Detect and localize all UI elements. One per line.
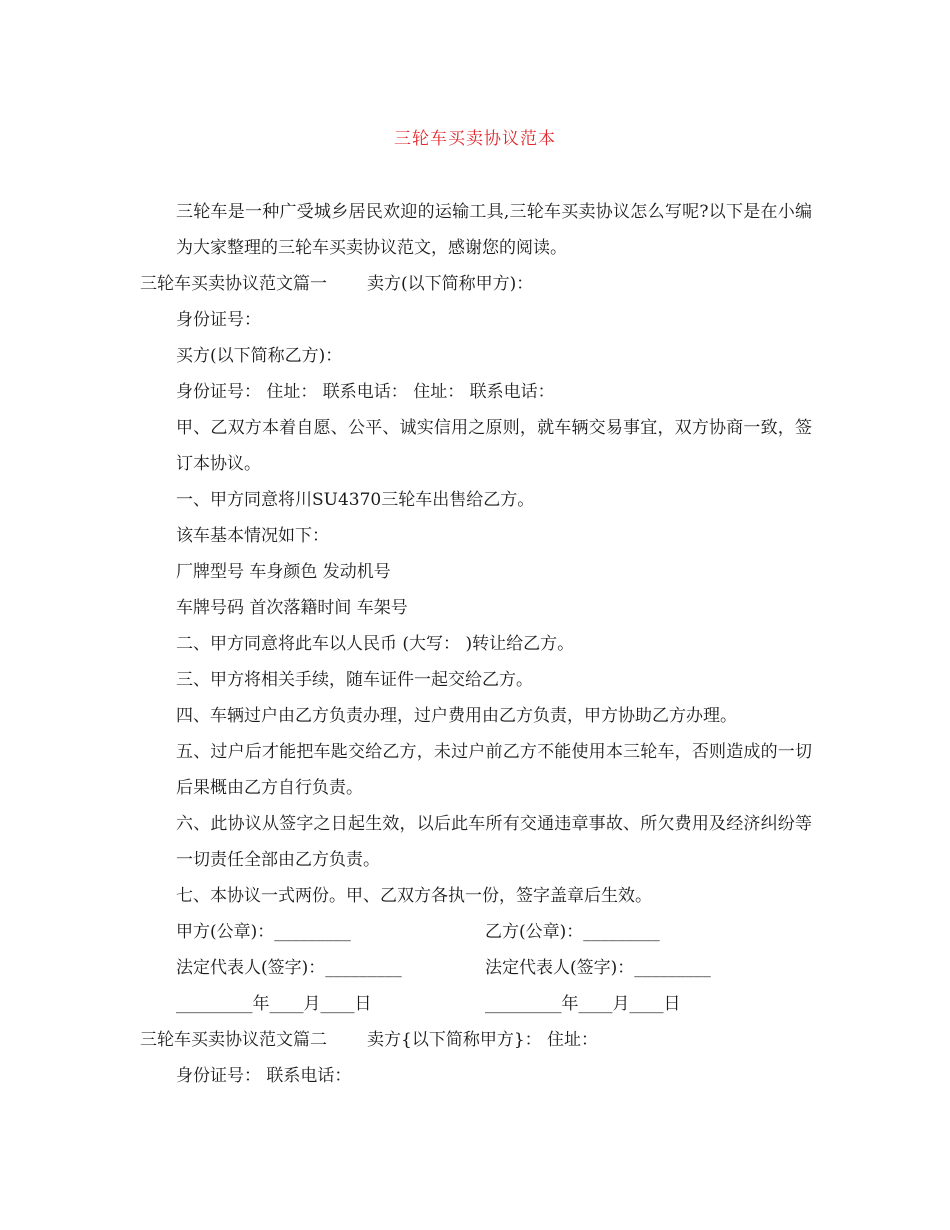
clause-2: 二、甲方同意将此车以人民币 (大写： )转让给乙方。 xyxy=(176,634,575,654)
representative-row xyxy=(140,950,812,986)
contact-line: 身份证号： 住址： 联系电话： 住址： 联系电话： xyxy=(176,382,555,402)
clause-7: 七、本协议一式两份。甲、乙双方各执一份，签字盖章后生效。 xyxy=(176,886,652,906)
document-title: 三轮车买卖协议范本 xyxy=(394,129,556,149)
vehicle-line-2: 车牌号码 首次落籍时间 车架号 xyxy=(176,598,408,618)
party-a-seal: 甲方(公章)：_________ xyxy=(176,922,351,942)
clause-6: 六、此协议从签字之日起生效，以后此车所有交通违章事故、所欠费用及经济纠纷等一切责任全部由乙方负责。 xyxy=(176,814,812,870)
clause-5: 五、过户后才能把车匙交给乙方，未过户前乙方不能使用本三轮车，否则造成的一切后果概由乙方自行负责。 xyxy=(176,742,812,798)
party-a-representative: 法定代表人(签字)：_________ xyxy=(176,958,402,978)
clause-1: 一、甲方同意将川SU4370三轮车出售给乙方。 xyxy=(176,490,535,510)
section1-seller: 卖方(以下简称甲方)： xyxy=(367,274,534,294)
section2-heading: 三轮车买卖协议范文篇二 xyxy=(140,1030,327,1050)
vehicle-intro: 该车基本情况如下： xyxy=(176,526,329,546)
preamble-paragraph: 甲、乙双方本着自愿、公平、诚实信用之原则，就车辆交易事宜，双方协商一致，签订本协议。 xyxy=(176,418,812,474)
vehicle-line-1: 厂牌型号 车身颜色 发动机号 xyxy=(176,562,391,582)
section1-heading: 三轮车买卖协议范文篇一 xyxy=(140,274,327,294)
date-row xyxy=(140,986,812,1022)
clause-4: 四、车辆过户由乙方负责办理，过户费用由乙方负责，甲方协助乙方办理。 xyxy=(176,706,737,726)
intro-paragraph: 三轮车是一种广受城乡居民欢迎的运输工具,三轮车买卖协议怎么写呢?以下是在小编为大家整理的三轮车买卖协议范文，感谢您的阅读。 xyxy=(176,202,812,258)
buyer-line: 买方(以下简称乙方)： xyxy=(176,346,343,366)
section2-heading-line xyxy=(140,1022,812,1058)
party-b-seal: 乙方(公章)：_________ xyxy=(485,922,660,942)
section1-heading-line xyxy=(140,266,812,302)
section2-seller: 卖方{以下简称甲方}： 住址： xyxy=(367,1030,599,1050)
seal-row xyxy=(140,914,812,950)
party-a-date: _________年____月____日 xyxy=(176,994,372,1014)
clause-3: 三、甲方将相关手续，随车证件一起交给乙方。 xyxy=(176,670,533,690)
party-b-date: _________年____月____日 xyxy=(485,994,681,1014)
section2-id-contact: 身份证号： 联系电话： xyxy=(176,1066,352,1086)
party-b-representative: 法定代表人(签字)：_________ xyxy=(485,958,711,978)
seller-id-line: 身份证号： xyxy=(176,310,261,330)
document-body xyxy=(140,194,812,1094)
